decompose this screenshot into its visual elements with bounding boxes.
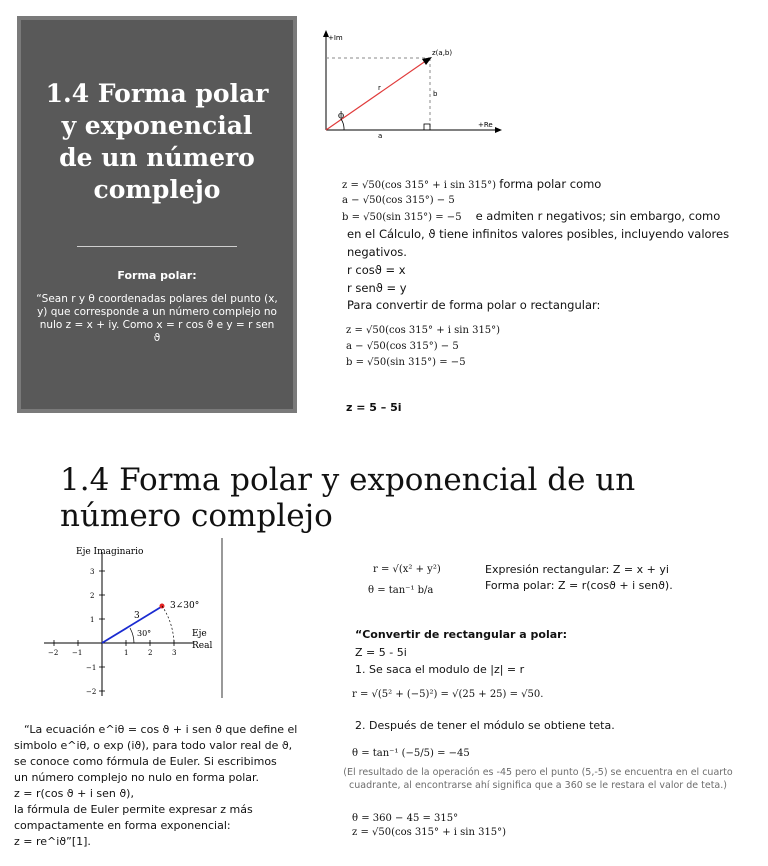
expr-polar: Forma polar: Z = r(cosϑ + i senϑ). <box>485 579 673 592</box>
x-tick-1: 1 <box>124 649 129 657</box>
calc-theta-final: θ = 360 − 45 = 315° <box>352 813 459 824</box>
b-label: b <box>433 90 438 98</box>
x-tick-neg1: −1 <box>72 649 83 657</box>
y-tick-2: 2 <box>90 592 95 600</box>
polar-form-diagram <box>318 28 518 140</box>
slide-title: 1.4 Forma polar y exponencial de un número complejo <box>45 79 269 204</box>
calc-modulus: r = √(5² + (−5)²) = √(25 + 25) = √50. <box>352 689 544 700</box>
euler-line-4: un número complejo no nulo en forma polar. <box>14 771 260 784</box>
polar-vector <box>102 607 161 643</box>
slide-paragraph: “Sean r y θ coordenadas polares del punto (x, y) que corresponde a un número complejo no nulo z = x + iy. Como x = r cos ϑ e y = r sen ϑ <box>36 293 278 344</box>
formula-r: r = √(x² + y²) <box>373 564 441 575</box>
euler-line-6: la fórmula de Euler permite expresar z más <box>14 803 253 816</box>
re-label: +Re <box>478 121 493 129</box>
z-value: Z = 5 - 5i <box>355 646 407 659</box>
r-label: r <box>378 84 381 92</box>
expr-rectangular: Expresión rectangular: Z = x + yi <box>485 563 669 576</box>
eq-a: a − √50(cos 315°) − 5 <box>342 195 455 206</box>
euler-line-2: simbolo e^iθ, o exp (iϑ), para todo valor real de ϑ, <box>14 739 293 752</box>
y-tick-3: 3 <box>90 568 95 576</box>
euler-text <box>14 722 309 850</box>
point-label: z(a,b) <box>432 49 453 57</box>
euler-line-5: z = r(cos ϑ + i sen ϑ), <box>14 787 134 800</box>
y-tick-1: 1 <box>90 616 95 624</box>
im-label: +Im <box>328 34 343 42</box>
eq-z-polar: z = √50(cos 315° + i sin 315°) forma polar como <box>342 177 602 191</box>
dashed-arc <box>162 606 174 643</box>
calc-z-final: z = √50(cos 315° + i sin 315°) <box>352 827 507 838</box>
step-1: 1. Se saca el modulo de |z| = r <box>355 663 525 676</box>
real-axis-label-1: Eje <box>192 629 207 639</box>
quadrant-note: (El resultado de la operación es -45 pero el punto (5,-5) se encuentra en el cuarto cuadrante, al encontrarse ahí significa que a 360 se le restara el valor de teta.) <box>343 767 733 791</box>
result-z: z = 5 – 5i <box>346 401 402 414</box>
polar-point <box>160 604 165 609</box>
x-tick-2: 2 <box>148 649 153 657</box>
y-tick-neg1: −1 <box>86 664 97 672</box>
re-axis-arrow <box>495 127 502 133</box>
complex-plane-diagram <box>34 538 229 698</box>
x-tick-3: 3 <box>172 649 177 657</box>
phi-label: ϕ <box>338 111 345 121</box>
axis-ticks <box>54 571 177 691</box>
angle-arc-30 <box>130 628 134 643</box>
section-title: 1.4 Forma polar y exponencial de un número complejo <box>60 462 636 534</box>
title-divider <box>77 246 237 247</box>
right-angle-mark <box>424 124 430 130</box>
convert-heading: “Convertir de rectangular a polar: <box>355 628 567 641</box>
title-slide-card <box>17 16 297 413</box>
imag-axis-label: Eje Imaginario <box>76 547 144 557</box>
eq-b-2: b = √50(sin 315°) = −5 <box>346 357 466 368</box>
slide-subtitle: Forma polar: <box>117 269 197 282</box>
real-axis-label-2: Real <box>192 641 213 651</box>
calc-theta: θ = tan⁻¹ (−5/5) = −45 <box>352 748 470 759</box>
angle-label: 30° <box>137 629 152 638</box>
text-line-c: r cosϑ = x <box>347 263 406 277</box>
step-2: 2. Después de tener el módulo se obtiene teta. <box>355 719 615 732</box>
vector-magnitude-label: 3 <box>134 611 140 621</box>
text-line-a: en el Cálculo, ϑ tiene infinitos valores posibles, incluyendo valores <box>347 227 730 241</box>
euler-line-7: compactamente en forma exponencial: <box>14 819 231 832</box>
euler-line-3: se conoce como fórmula de Euler. Si escribimos <box>14 755 277 768</box>
euler-line-8: z = re^iϑ”[1]. <box>14 835 91 848</box>
eq-b: b = √50(sin 315°) = −5 e admiten r negativos; sin embargo, como <box>342 209 721 223</box>
eq-z-polar-2: z = √50(cos 315° + i sin 315°) <box>346 325 501 336</box>
text-line-b: negativos. <box>347 245 407 259</box>
a-label: a <box>378 132 383 140</box>
x-tick-neg2: −2 <box>48 649 59 657</box>
formula-theta: θ = tan⁻¹ b/a <box>368 585 434 596</box>
eq-a-2: a − √50(cos 315°) − 5 <box>346 341 459 352</box>
text-line-d: r senϑ = y <box>347 281 407 295</box>
y-tick-neg2: −2 <box>86 688 97 696</box>
point-polar-label: 3∠30° <box>170 601 200 611</box>
text-line-e: Para convertir de forma polar o rectangular: <box>347 298 601 312</box>
euler-line-1: “La ecuación e^iθ = cos ϑ + i sen ϑ que define el <box>24 723 298 736</box>
